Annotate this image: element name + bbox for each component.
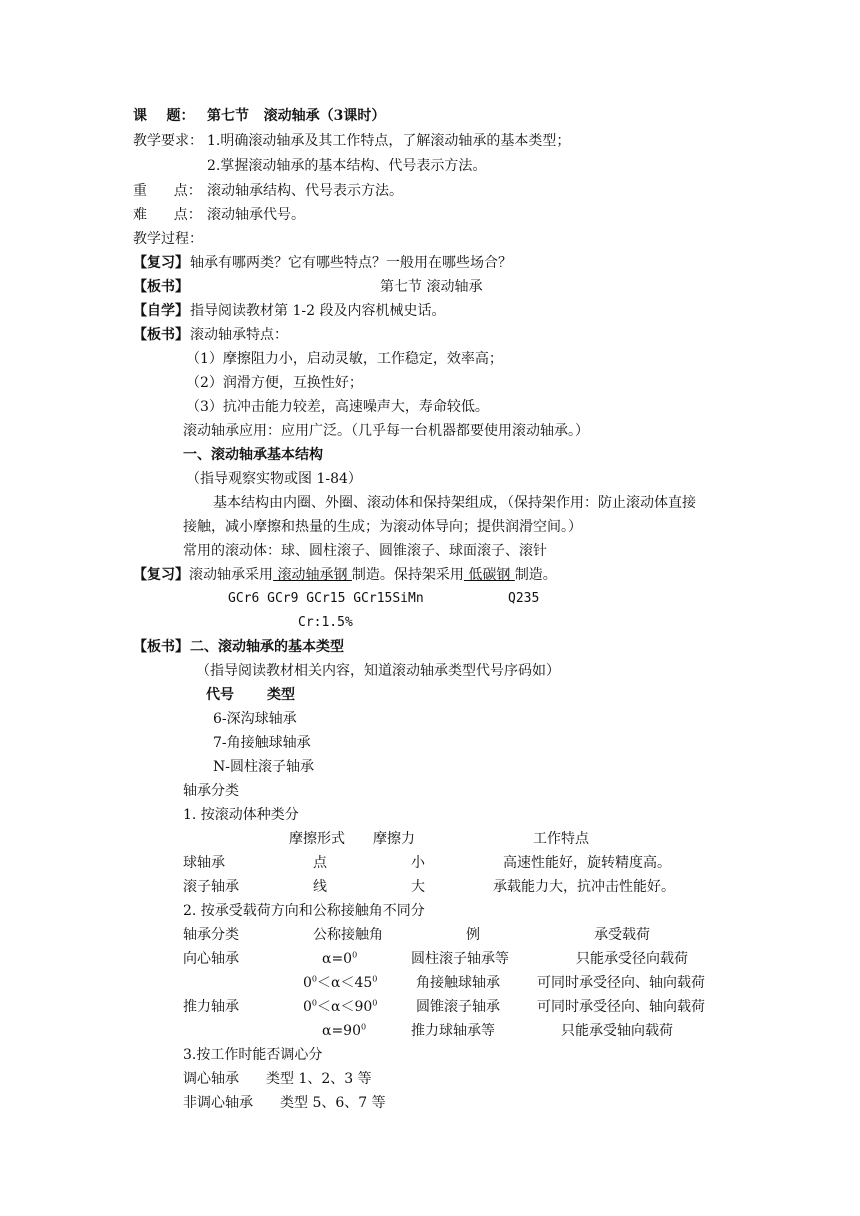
chromium-content: Cr:1.5% <box>298 615 353 630</box>
board-tag: 【板书】 <box>133 639 189 655</box>
table1-cell: 球轴承 <box>183 855 225 871</box>
classification-2: 2. 按承受载荷方向和公称接触角不同分 <box>183 903 425 919</box>
review-materials-b: 制造。保持架采用 <box>351 567 464 583</box>
feature-item: （3）抗冲击能力较差，高速噪声大，寿命较低。 <box>186 399 489 415</box>
features-heading: 滚动轴承特点： <box>190 327 288 343</box>
section-1-note: （指导观察实物或图 1-84） <box>186 471 362 487</box>
table2-cell: 圆柱滚子轴承等 <box>411 951 509 967</box>
code-header: 代号 <box>206 687 234 703</box>
self-study-tag: 【自学】 <box>133 303 189 319</box>
code-item: N-圆柱滚子轴承 <box>213 759 314 775</box>
steel-grades: GCr6 GCr9 GCr15 GCr15SiMn <box>228 591 424 606</box>
section-2-note: （指导阅读教材相关内容，知道滚动轴承类型代号序码如） <box>196 663 560 679</box>
board-tag: 【板书】 <box>133 279 189 295</box>
contact-angle-90: $\alpha=90^0$ <box>322 1022 367 1039</box>
low-carbon-steel: 低碳钢 <box>463 567 515 583</box>
classification-3: 3.按工作时能否调心分 <box>183 1047 323 1063</box>
type-header: 类型 <box>267 687 295 703</box>
table1-cell: 小 <box>411 855 425 871</box>
classification-1: 1. 按滚动体种类分 <box>183 807 299 823</box>
table1-header-features: 工作特点 <box>533 831 589 847</box>
key-points-label: 重 点： <box>133 183 202 199</box>
contact-angle-0: $\alpha=0^0$ <box>322 950 358 967</box>
structure-text: 基本结构由内圈、外圈、滚动体和保持架组成，（保持架作用：防止滚动体直接 <box>213 495 696 511</box>
page-title: 第七节 滚动轴承（3课时） <box>207 108 386 124</box>
self-study-text: 指导阅读教材第 1-2 段及内容机械史话。 <box>190 303 446 319</box>
review-materials-c: 制造。 <box>514 567 557 583</box>
table1-cell: 点 <box>313 855 327 871</box>
board-tag: 【板书】 <box>133 327 189 343</box>
application-text: 滚动轴承应用：应用广泛。（几乎每一台机器都要使用滚动轴承。） <box>183 423 589 439</box>
table2-cell: 只能承受轴向载荷 <box>561 1023 673 1039</box>
difficulty-label: 难 点： <box>133 207 202 223</box>
table1-cell: 线 <box>313 879 327 895</box>
review-tag: 【复习】 <box>133 567 189 583</box>
feature-item: （2）润滑方便，互换性好； <box>186 375 363 391</box>
table3-cell: 非调心轴承 <box>183 1095 253 1111</box>
contact-angle-0-45: $0^0<\alpha<45^0$ <box>303 974 378 991</box>
table2-cell: 圆锥滚子轴承 <box>416 999 500 1015</box>
table1-header-friction: 摩擦力 <box>373 831 415 847</box>
table1-header-friction-form: 摩擦形式 <box>289 831 345 847</box>
section-1-title: 一、滚动轴承基本结构 <box>183 447 323 463</box>
table1-cell: 高速性能好，旋转精度高。 <box>503 855 671 871</box>
bearing-steel: 滚动轴承钢 <box>273 567 352 583</box>
steel-q235: Q235 <box>508 591 540 606</box>
table2-cell: 可同时承受径向、轴向载荷 <box>537 975 705 991</box>
table2-cell: 可同时承受径向、轴向载荷 <box>537 999 705 1015</box>
rolling-elements-text: 常用的滚动体：球、圆柱滚子、圆锥滚子、球面滚子、滚针 <box>183 543 547 559</box>
table1-cell: 承载能力大，抗冲击性能好。 <box>493 879 675 895</box>
table2-cell: 只能承受径向载荷 <box>576 951 688 967</box>
section-2-title: 二、滚动轴承的基本类型 <box>190 639 344 655</box>
table2-cell: 向心轴承 <box>183 951 239 967</box>
process-label: 教学过程： <box>133 231 203 247</box>
table2-header: 公称接触角 <box>313 927 383 943</box>
table1-cell: 大 <box>411 879 425 895</box>
contact-angle-0-90: $0^0<\alpha<90^0$ <box>303 998 378 1015</box>
title-label: 课 题： <box>133 108 195 124</box>
requirements-label: 教学要求： <box>133 133 203 149</box>
difficulty-text: 滚动轴承代号。 <box>207 207 305 223</box>
table3-cell: 类型 1、2、3 等 <box>266 1071 372 1087</box>
code-item: 7-角接触球轴承 <box>213 735 311 751</box>
table2-header: 例 <box>466 927 480 943</box>
table2-cell: 推力轴承 <box>183 999 239 1015</box>
structure-text-cont: 接触，减小摩擦和热量的生成；为滚动体导向；提供润滑空间。） <box>183 519 582 535</box>
feature-item: （1）摩擦阻力小，启动灵敏，工作稳定，效率高； <box>186 351 503 367</box>
requirement-2: 2.掌握滚动轴承的基本结构、代号表示方法。 <box>207 158 487 174</box>
classification-heading: 轴承分类 <box>183 783 239 799</box>
review-materials-line <box>133 565 557 585</box>
review-materials-a: 滚动轴承采用 <box>189 567 273 583</box>
table2-header: 承受载荷 <box>594 927 650 943</box>
table1-cell: 滚子轴承 <box>183 879 239 895</box>
key-points-text: 滚动轴承结构、代号表示方法。 <box>207 183 403 199</box>
review-tag: 【复习】 <box>133 255 189 271</box>
table2-header: 轴承分类 <box>183 927 239 943</box>
table3-cell: 类型 5、6、7 等 <box>280 1095 386 1111</box>
table3-cell: 调心轴承 <box>183 1071 239 1087</box>
code-item: 6-深沟球轴承 <box>213 711 297 727</box>
review-text: 轴承有哪两类？它有哪些特点？一般用在哪些场合？ <box>190 255 512 271</box>
board-heading: 第七节 滚动轴承 <box>380 279 483 295</box>
table2-cell: 推力球轴承等 <box>411 1023 495 1039</box>
requirement-1: 1.明确滚动轴承及其工作特点，了解滚动轴承的基本类型； <box>207 133 571 149</box>
table2-cell: 角接触球轴承 <box>416 975 500 991</box>
